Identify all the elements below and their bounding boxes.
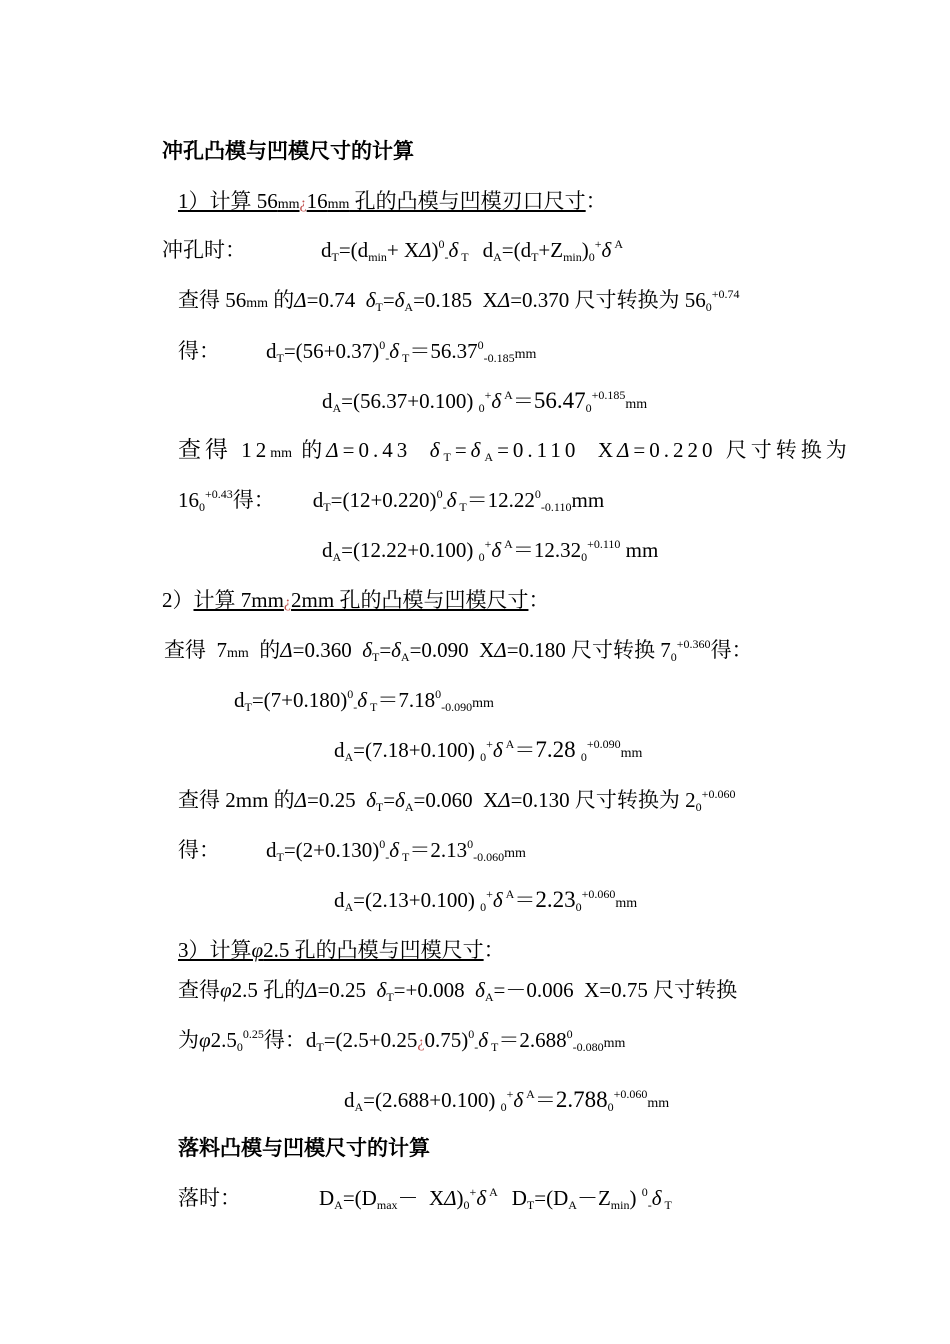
lookup-56: 查得 56mm 的Δ=0.74 $\delta_T=\delta_A=0.185$ XΔ=0.370 尺寸转换为 $56_0^{+0.74}$ [178, 287, 740, 314]
colon: ： [528, 588, 550, 612]
item-2-heading: 2）计算 7mm¿2mm 孔的凸模与凹模尺寸： [162, 588, 550, 612]
item-1-title-b: 16mm 孔的凸模与凹模刃口尺寸 [306, 189, 586, 213]
dA-56-line: $d_A=(56.37+0.100)$ $_0$+δ $^A=56.47_0^{+0.185}mm$ [322, 388, 648, 415]
section-heading-blanking [178, 1134, 430, 1162]
section-heading-punching [162, 137, 414, 165]
dT-2-line: 得： $d_T=(2+0.130)^0_-\delta$ $_T=2.13^0_{-0.060}mm$ [178, 837, 526, 864]
section-heading-text: 落料凸模与凹模尺寸的计算 [178, 1136, 430, 1160]
dT-7-line: $d_T=(7+0.180)^0_-\delta$ $_T=7.18^0_{-0.090}mm$ [234, 687, 494, 714]
blank-label: 落时： [178, 1186, 241, 1210]
unknown-char-glyph: ¿ [299, 195, 307, 212]
lookup-25: 查得φ2.5 孔的Δ=0.25 $\delta_T=+0.008$ $\delta_A=-0.006$ X=0.75 尺寸转换 [178, 978, 738, 1004]
blank-formula-line [178, 1184, 672, 1212]
formula-DT: $D_T=(D_A-Z_{min})$ $^0_-$δ $_T$ [511, 1185, 672, 1212]
dT-25-line: 为$\varphi 2.5_0^{0.25}$得：$d_T=(2.5+0.25¿0.75)^0_-\delta$ $_T=2.688^0_{-0.080}mm$ [178, 1027, 626, 1054]
lookup-2: 查得 2mm 的Δ=0.25 $\delta_T=\delta_A=0.060$ XΔ=0.130 尺寸转换为 $2_0^{+0.060}$ [178, 787, 736, 814]
dT-56-line: 得： $d_T=(56+0.37)^0_-\delta$ $_T=56.37^0_{-0.185}mm$ [178, 338, 537, 365]
formula-dA: $d_A=(d_T+Z_{min})_0^+\delta$ $^A$ [482, 237, 623, 264]
dA-7-line: $d_A=(7.18+0.100)$ $_0$+δ $^A$＝7.28 $_0^{+0.090}$mm [334, 737, 643, 764]
item-2-title-b: 2mm 孔的凸模与凹模尺寸 [291, 588, 529, 612]
punch-formula-line [162, 236, 623, 264]
item-2-title-a: 计算 7mm [193, 588, 284, 612]
lookup-7: 查得 7mm 的Δ=0.360 $\delta_T=\delta_A=0.090$ XΔ=0.180 尺寸转换 $7_0^{+0.360}$得： [164, 637, 753, 664]
item-1-heading [178, 187, 607, 219]
formula-dT: $d_T=(d_{min}+ X\Delta)^0_-\delta$ $_T$ [321, 237, 469, 264]
item-3-heading [178, 936, 505, 964]
tol-56: +0.74 [711, 287, 740, 301]
item-3-title-b: 2.5 孔的凸模与凹模尺寸 [263, 938, 484, 962]
tol-16: +0.43 [205, 487, 233, 501]
dA-12-line: $d_A=(12.22+0.100)$ $_0$+δ $^A=12.32_0^{+0.110}$ mm [322, 537, 659, 564]
formula-DA: $D_A=(D_{max}- X\Delta)_0^+\delta$ $^A$ [319, 1185, 498, 1212]
section-heading-text: 冲孔凸模与凹模尺寸的计算 [162, 139, 414, 163]
unknown-char-glyph: ¿ [283, 594, 292, 611]
item-1-title-a: 1）计算 56mm [178, 189, 300, 213]
punch-label: 冲孔时： [162, 238, 246, 262]
lookup-12: 查得 12mm 的Δ=0.43 $\delta_T=\delta_A=0.110$ XΔ=0.220 尺寸转换为 [178, 437, 851, 464]
dA-2-line: $d_A=(2.13+0.100)$ $_0$+δ $^A=2.23_0^{+0.060}mm$ [334, 887, 638, 914]
dA-25-line: $d_A=(2.688+0.100)$ $_0$+δ $^A=2.788_0^{+0.060}mm$ [344, 1087, 670, 1114]
colon: ： [483, 938, 505, 962]
dT-12-line: $16_0^{+0.43}$得： $d_T=(12+0.220)^0_-\delta$ $_T=12.22^0_{-0.110}mm$ [178, 487, 605, 514]
tol-7: +0.360 [676, 637, 711, 651]
item-3-title-a: 3）计算φ [178, 938, 264, 962]
colon: ： [585, 189, 607, 213]
result-label: 得： [178, 339, 220, 363]
tol-2: +0.060 [701, 787, 736, 801]
